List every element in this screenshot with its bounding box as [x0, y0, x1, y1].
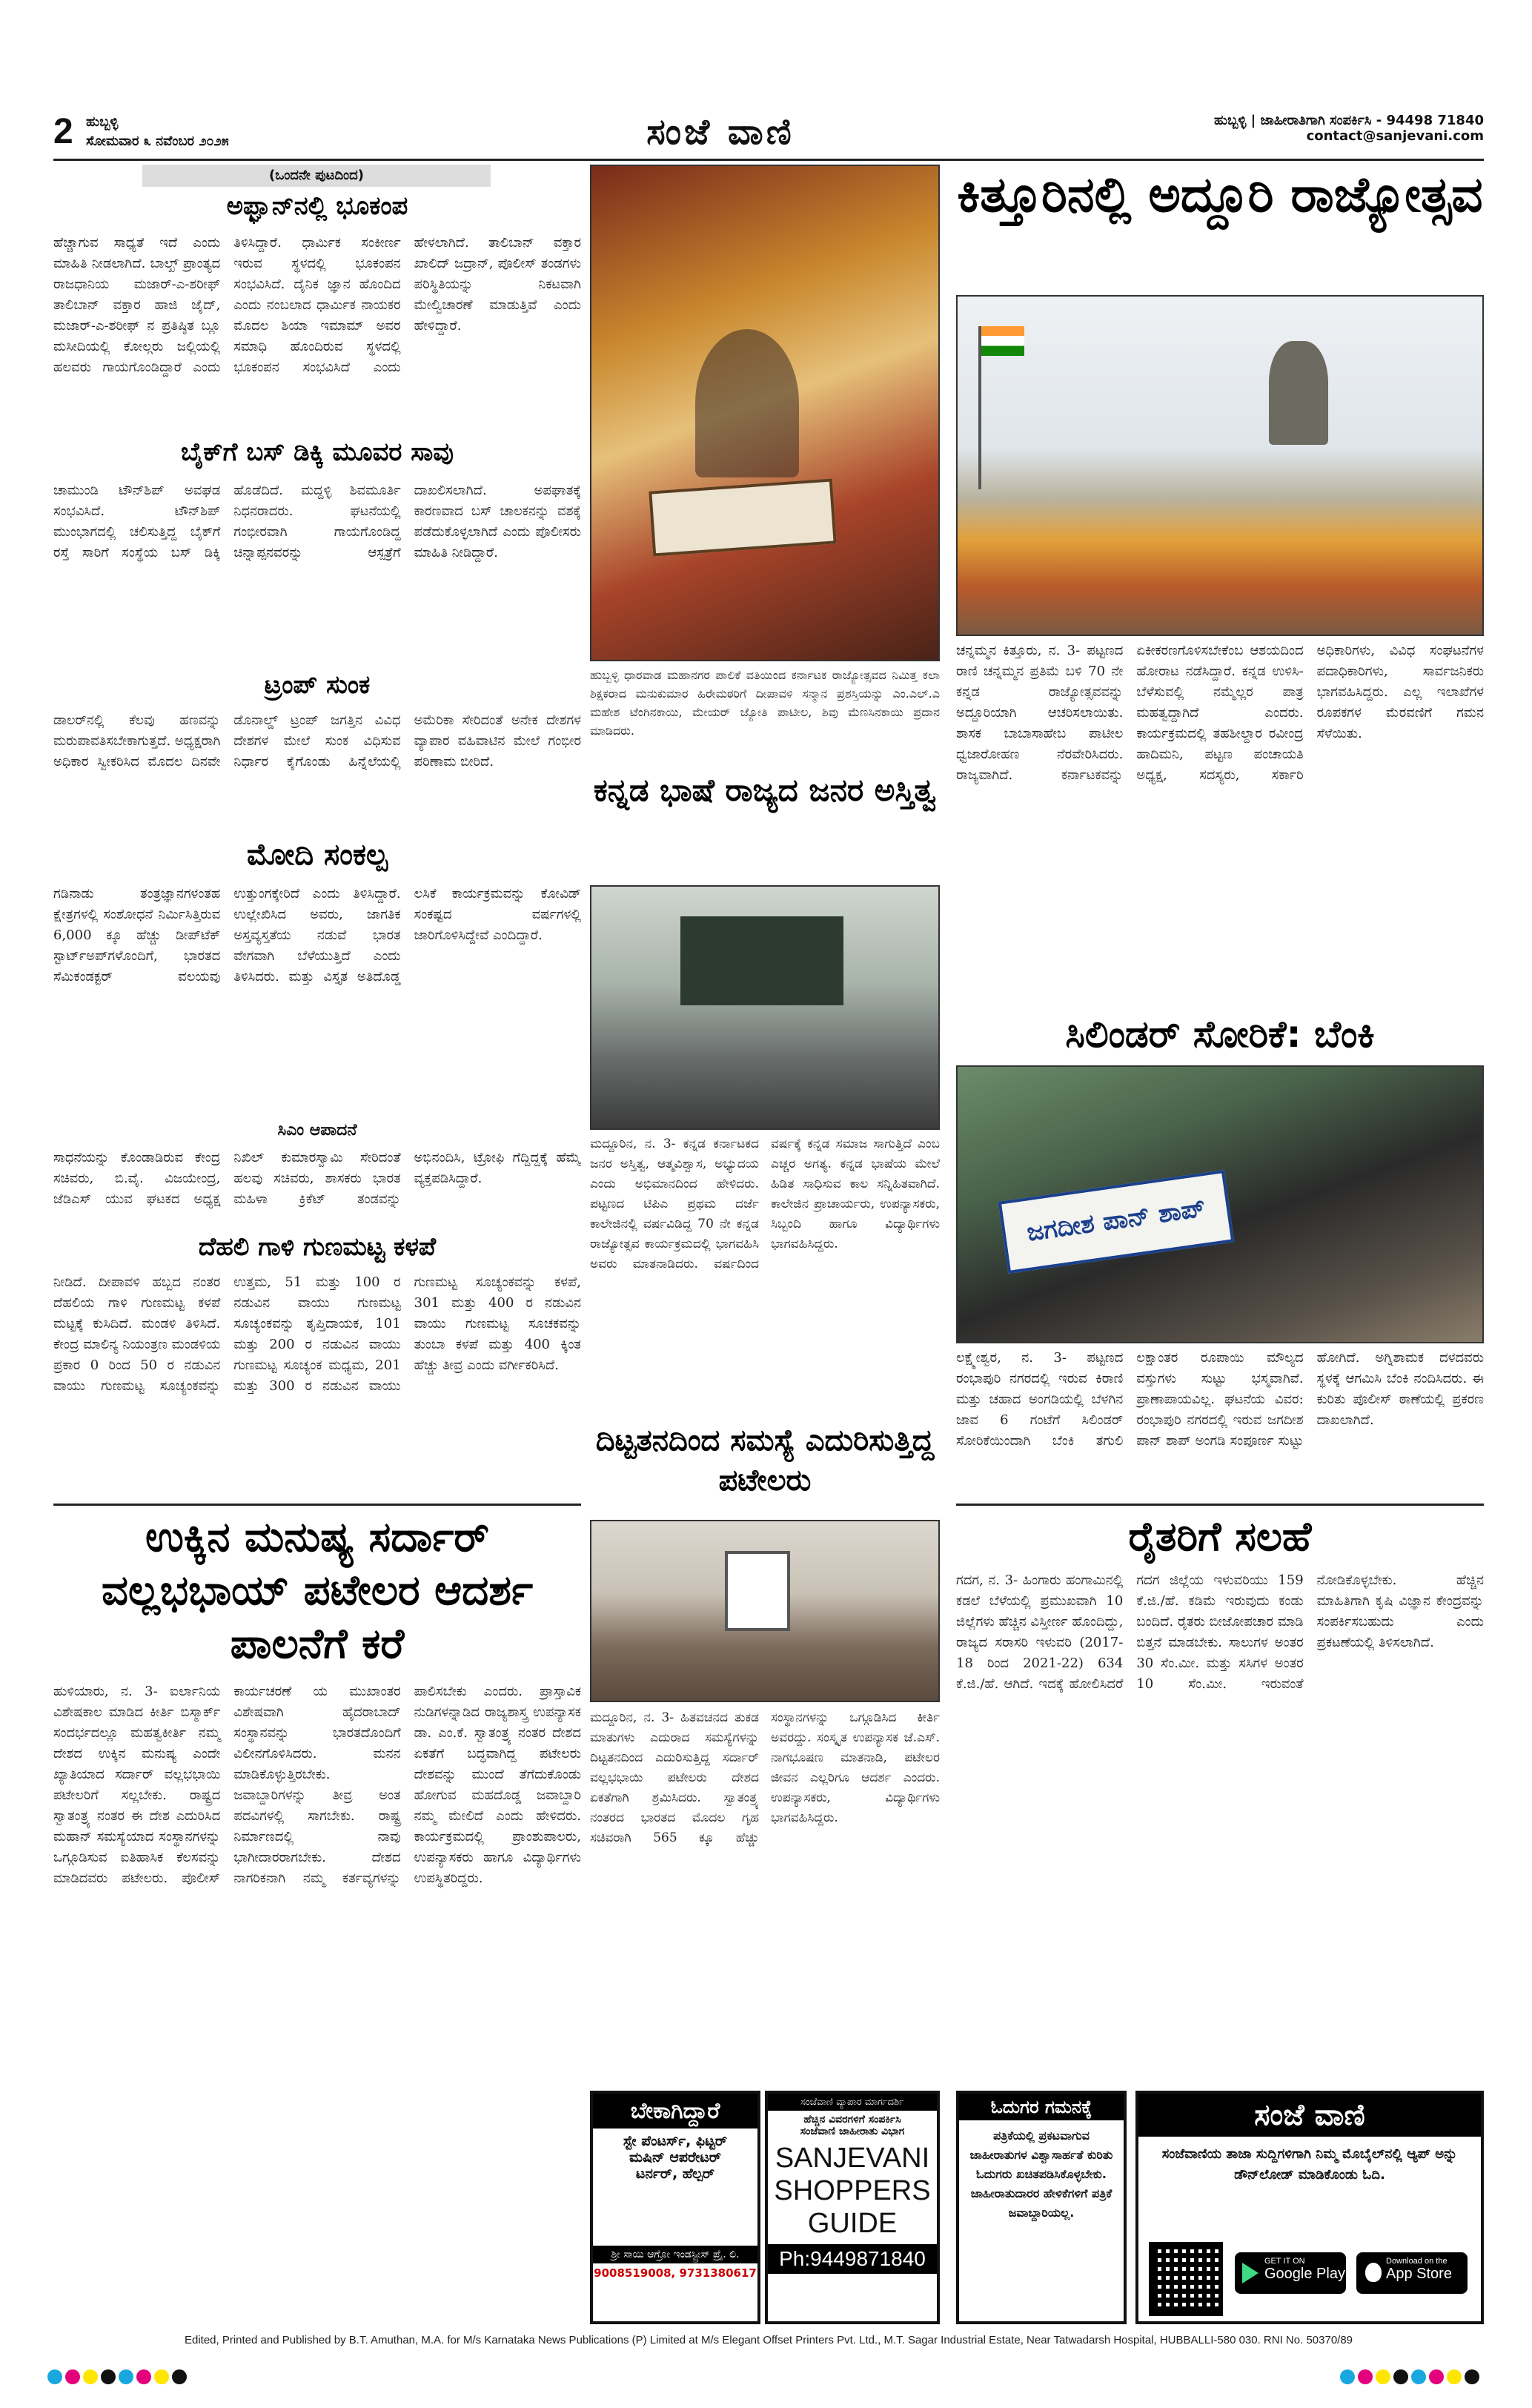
- main-story-rule: [53, 1504, 581, 1506]
- reg-dot: [154, 2369, 169, 2384]
- reg-dot: [1411, 2369, 1426, 2384]
- continued-tag: (ಒಂದನೇ ಪುಟದಿಂದ): [142, 165, 491, 187]
- main-story-title: ಉಕ್ಕಿನ ಮನುಷ್ಯ ಸರ್ದಾರ್ ವಲ್ಲಭಭಾಯ್ ಪಟೇಲರ ಆದರ್ಶ ಪಾಲನೆಗೆ ಕರೆ: [102, 1513, 533, 1668]
- patel-story: [590, 1520, 940, 2083]
- qr-code-left[interactable]: [1149, 2242, 1223, 2316]
- header-date: ಸೋಮವಾರ ೩ ನವೆಂಬರ ೨೦೨೫: [86, 133, 229, 149]
- ad-app-masthead: ಸಂಜೆ ವಾಣಿ: [1138, 2094, 1481, 2137]
- reg-dot: [119, 2369, 133, 2384]
- main-story: [53, 1504, 581, 2252]
- story-title-delhi: ದೆಹಲಿ ಗಾಳಿ ಗುಣಮಟ್ಟ ಕಳಪೆ: [198, 1232, 437, 1262]
- reg-dot: [172, 2369, 187, 2384]
- main-story-body: ಹುಳಿಯಾರು, ನ. 3- ಐರ್ಲಾನಿಯ ವಿಶೇಷಕಾಲ ಮಾಡಿದ ಕೀರ್ತಿ ಬಿಸ್ಮಾರ್ಕ್ ಸಂದರ್ಭದಲ್ಲೂ ಮಹತ್ವಕೀರ್ತಿ ನಮ್ಮ ದೇಶದ ಉಕ್ಕಿನ ಮನುಷ್ಯ ಎಂದೇ ಖ್ಯಾತಿಯಾದ ಸರ್ದಾರ್ ವಲ್ಲಭಭಾಯಿ ಪಟೇಲರಿಗೆ ಸಲ್ಲಬೇಕು. ರಾಷ್ಟ್ರದ ಸ್ವಾತಂತ್ರ್ಯ ನಂತರ ಈ ದೇಶ ಎದುರಿಸಿದ ಮಹಾನ್ ಸಮಸ್ಯೆಯಾದ ಸಂಸ್ಥಾನಗಳನ್ನು ಒಗ್ಗೂಡಿಸುವ ಐತಿಹಾಸಿಕ ಕೆಲಸವನ್ನು ಮಾಡಿದವರು ಪಟೇಲರು. ಪೊಲೀಸ್ ಕಾರ್ಯಚರಣೆ ಯ ಮುಖಾಂತರ ವಿಶೇಷವಾಗಿ ಹೈದರಾಬಾದ್ ಸಂಸ್ಥಾನವನ್ನು ಭಾರತದೊಂದಿಗೆ ವಿಲೀನಗೊಳಿಸಿದರು. ಮನನ ಮಾಡಿಕೊಳ್ಳುತ್ತಿರಬೇಕು. ಜವಾಬ್ದಾರಿಗಳನ್ನು ತೀವ್ರ ಅಂತ ಪದವಿಗಳಲ್ಲಿ ಸಾಗಬೇಕು. ರಾಷ್ಟ್ರ ನಿರ್ಮಾಣದಲ್ಲಿ ನಾವು ಭಾಗೀದಾರರಾಗಬೇಕು. ದೇಶದ ನಾಗರಿಕನಾಗಿ ನಮ್ಮ ಕರ್ತವ್ಯಗಳನ್ನು ಪಾಲಿಸಬೇಕು ಎಂದರು. ಪ್ರಾಸ್ತಾವಿಕ ನುಡಿಗಳನ್ನಾಡಿದ ರಾಜ್ಯಶಾಸ್ತ್ರ ಉಪನ್ಯಾಸಕ ಡಾ. ಎಂ.ಕೆ. ಸ್ವಾತಂತ್ರ್ಯ ನಂತರ ದೇಶದ ಏಕತೆಗೆ ಬದ್ಧವಾಗಿದ್ದ ಪಟೇಲರು ದೇಶವನ್ನು ಮುಂದೆ ತೆಗೆದುಕೊಂಡು ಹೋಗುವ ಮಹದೊಡ್ಡ ಜವಾಬ್ದಾರಿ ನಮ್ಮ ಮೇಲಿದೆ ಎಂದು ಹೇಳಿದರು. ಕಾರ್ಯಕ್ರಮದಲ್ಲಿ ಪ್ರಾಂಶುಪಾಲರು, ಉಪನ್ಯಾಸಕರು ಹಾಗೂ ವಿದ್ಯಾರ್ಥಿಗಳು ಉಪಸ್ಥಿತರಿದ್ದರು.: [53, 1684, 581, 1886]
- farmers-rule: [956, 1504, 1484, 1506]
- flag-icon: [980, 326, 1024, 356]
- story-body-kannada: ಮದ್ದೂರಿನ, ನ. 3- ಕನ್ನಡ ಕರ್ನಾಟಕದ ಜನರ ಅಸ್ತಿತ್ವ, ಆತ್ಮವಿಶ್ವಾಸ, ಅಭ್ಯುದಯ ಎಂದು ಅಭಿಮಾನದಿಂದ ಹೇಳಿದರು. ಪಟ್ಟಣದ ಟಿಪಿಎ ಪ್ರಥಮ ದರ್ಜೆ ಕಾಲೇಜಿನಲ್ಲಿ ವರ್ಷವಿಡಿದ್ದ 70 ನೇ ಕನ್ನಡ ರಾಜ್ಯೋತ್ಸವ ಕಾರ್ಯಕ್ರಮದಲ್ಲಿ ಭಾಗವಹಿಸಿ ಅವರು ಮಾತನಾಡಿದರು. ವರ್ಷದಿಂದ ವರ್ಷಕ್ಕೆ ಕನ್ನಡ ಸಮಾಜ ಸಾಗುತ್ತಿದೆ ಎಂಬ ಎಚ್ಚರ ಅಗತ್ಯ. ಕನ್ನಡ ಭಾಷೆಯ ಮೇಲೆ ಹಿಡಿತ ಸಾಧಿಸುವ ಕಾಲ ಸನ್ನಿಹಿತವಾಗಿದೆ. ಕಾಲೇಜಿನ ಪ್ರಾಚಾರ್ಯರು, ಉಪನ್ಯಾಸಕರು, ಸಿಬ್ಬಂದಿ ಹಾಗೂ ವಿದ್ಯಾರ್ಥಿಗಳು ಭಾಗವಹಿಸಿದ್ದರು.: [590, 1137, 940, 1271]
- page-number: 2: [53, 112, 73, 151]
- app-store-big: App Store: [1386, 2266, 1452, 2282]
- reg-dot: [1376, 2369, 1390, 2384]
- story-body-delhi: ನೀಡಿದೆ. ದೀಪಾವಳಿ ಹಬ್ಬದ ನಂತರ ದೆಹಲಿಯ ಗಾಳಿ ಗುಣಮಟ್ಟ ಕಳಪೆ ಮಟ್ಟಕ್ಕೆ ಕುಸಿದಿದೆ. ಮಂಡಳಿ ತಿಳಿಸಿದೆ. ಕೇಂದ್ರ ಮಾಲಿನ್ಯ ನಿಯಂತ್ರಣ ಮಂಡಳಿಯ ಪ್ರಕಾರ 0 ರಿಂದ 50 ರ ನಡುವಿನ ವಾಯು ಗುಣಮಟ್ಟ ಸೂಚ್ಯಂಕವನ್ನು ಉತ್ತಮ, 51 ಮತ್ತು 100 ರ ನಡುವಿನ ವಾಯು ಗುಣಮಟ್ಟ ಸೂಚ್ಯಂಕವನ್ನು ತೃಪ್ತಿದಾಯಕ, 101 ಮತ್ತು 200 ರ ನಡುವಿನ ವಾಯು ಗುಣಮಟ್ಟ ಸೂಚ್ಯಂಕ ಮಧ್ಯಮ, 201 ಮತ್ತು 300 ರ ನಡುವಿನ ವಾಯು ಗುಣಮಟ್ಟ ಸೂಚ್ಯಂಕವನ್ನು ಕಳಪೆ, 301 ಮತ್ತು 400 ರ ನಡುವಿನ ವಾಯು ಗುಣಮಟ್ಟ ಸೂಚಕವನ್ನು ತುಂಬಾ ಕಳಪೆ ಮತ್ತು 400 ಕ್ಕಿಂತ ಹೆಚ್ಚು ತೀವ್ರ ಎಂದು ವರ್ಗೀಕರಿಸಿದೆ.: [53, 1274, 581, 1394]
- reg-dot: [101, 2369, 116, 2384]
- shop-sign: [998, 1170, 1235, 1274]
- google-play-big: Google Play: [1264, 2266, 1345, 2282]
- header-right: [1214, 113, 1484, 144]
- reg-dot: [1393, 2369, 1408, 2384]
- registration-marks-left: [47, 2369, 190, 2387]
- reg-dot: [1340, 2369, 1355, 2384]
- reg-dot: [47, 2369, 62, 2384]
- award-photo-caption: ಹುಬ್ಬಳ್ಳಿ ಧಾರವಾಡ ಮಹಾನಗರ ಪಾಲಿಕೆ ವತಿಯಿಂದ ಕರ್ನಾಟಕ ರಾಜ್ಯೋತ್ಸವದ ನಿಮಿತ್ತ ಕಲಾ ಶಿಕ್ಷಕರಾದ ಮನುಕುಮಾರ ಹಿರೇಮಠರಿಗೆ ದೀಪಾವಳಿ ಸನ್ಮಾನ ಪ್ರಶಸ್ತಿಯನ್ನು ಎಂ.ಎಲ್.ಎ ಮಹೇಶ ಟೆಂಗಿನಕಾಯಿ, ಮೇಯರ್ ಜ್ಯೋತಿ ಪಾಟೀಲ, ಶಿವು ಮೆಣಸಿನಕಾಯಿ ಪ್ರದಾನ ಮಾಡಿದರು.: [590, 668, 940, 738]
- reg-dot: [1358, 2369, 1373, 2384]
- shop-sign-text: ಜಗದೀಶ ಪಾನ್ ಶಾಪ್: [1024, 1193, 1207, 1248]
- ad-wanted[interactable]: [590, 2091, 760, 2324]
- patel-photo: [590, 1520, 940, 1702]
- story-body-trump: ಡಾಲರ್‌ನಲ್ಲಿ ಕೆಲವು ಹಣವನ್ನು ಮರುಪಾವತಿಸಬೇಕಾಗುತ್ತದೆ. ಅಧ್ಯಕ್ಷರಾಗಿ ಅಧಿಕಾರ ಸ್ವೀಕರಿಸಿದ ಮೊದಲ ದಿನವೇ ಡೊನಾಲ್ಡ್ ಟ್ರಂಪ್ ಜಗತ್ತಿನ ವಿವಿಧ ದೇಶಗಳ ಮೇಲೆ ಸುಂಕ ವಿಧಿಸುವ ನಿರ್ಧಾರ ಕೈಗೊಂಡು ಹಿನ್ನೆಲೆಯಲ್ಲಿ ಅಮೆರಿಕಾ ಸೇರಿದಂತೆ ಅನೇಕ ದೇಶಗಳ ವ್ಯಾಪಾರ ವಹಿವಾಟಿನ ಮೇಲೆ ಗಂಭೀರ ಪರಿಣಾಮ ಬೀರಿದೆ.: [53, 712, 581, 770]
- reg-dot: [1429, 2369, 1444, 2384]
- reg-dot: [1447, 2369, 1462, 2384]
- header-rule: [53, 159, 1484, 161]
- story-body-earthquake: ಹೆಚ್ಚಾಗುವ ಸಾಧ್ಯತೆ ಇದೆ ಎಂದು ಮಾಹಿತಿ ನೀಡಲಾಗಿದೆ. ಬಾಲ್ಖ್ ಪ್ರಾಂತ್ಯದ ರಾಜಧಾನಿಯ ಮಜಾರ್-ಎ-ಶರೀಫ್ ತಾಲಿಬಾನ್ ವಕ್ತಾರ ಹಾಜಿ ಜೈದ್, ಮಜಾರ್-ಎ-ಶರೀಫ್ ನ ಪ್ರತಿಷ್ಠಿತ ಬ್ಲೂ ಮಸೀದಿಯಲ್ಲಿ ಕೋಲ್ಗರು ಜಲ್ಲಿಯಲ್ಲಿ ಹಲವರು ಗಾಯಗೊಂಡಿದ್ದಾರೆ ಎಂದು ತಿಳಿಸಿದ್ದಾರೆ. ಧಾರ್ಮಿಕ ಸಂಕೀರ್ಣ ಇರುವ ಸ್ಥಳದಲ್ಲಿ ಭೂಕಂಪನ ಸಂಭವಿಸಿದೆ. ದೈನಿಕ ಜ್ಞಾನ ಹೊಂದಿದ ಎಂದು ನಂಬಲಾದ ಧಾರ್ಮಿಕ ನಾಯಕರ ಮೊದಲ ಶಿಯಾ ಇಮಾಮ್ ಅವರ ಸಮಾಧಿ ಹೊಂದಿರುವ ಸ್ಥಳದಲ್ಲಿ ಭೂಕಂಪನ ಸಂಭವಿಸಿದೆ ಎಂದು ಹೇಳಲಾಗಿದೆ. ತಾಲಿಬಾನ್ ವಕ್ತಾರ ಖಾಲಿದ್ ಜದ್ರಾನ್, ಪೊಲೀಸ್ ತಂಡಗಳು ಪರಿಸ್ಥಿತಿಯನ್ನು ನಿಕಟವಾಗಿ ಮೇಲ್ವಿಚಾರಣೆ ಮಾಡುತ್ತಿವೆ ಎಂದು ಹೇಳಿದ್ದಾರೆ.: [53, 235, 581, 375]
- award-photo-frame: [649, 478, 837, 556]
- google-play-small: GET IT ON: [1264, 2257, 1305, 2266]
- college-photo: [590, 885, 940, 1130]
- registration-marks-right: [1340, 2369, 1482, 2387]
- header-right-city: ಹುಬ್ಬಳ್ಳಿ: [1213, 113, 1247, 128]
- header-email[interactable]: contact@sanjevani.com: [1306, 128, 1484, 144]
- award-photo-person: [695, 329, 799, 477]
- farmers-title: ರೈತರಿಗೆ ಸಲಹೆ: [1128, 1513, 1312, 1560]
- story-body-modi: ಗಡಿನಾಡು ತಂತ್ರಜ್ಞಾನಗಳಂತಹ ಕ್ಷೇತ್ರಗಳಲ್ಲಿ ಸಂಶೋಧನೆ ನಿರ್ಮಿಸಿತ್ತಿರುವ 6,000 ಕ್ಕೂ ಹೆಚ್ಚು ಡೀಪ್‌ಟೆಕ್ ಸ್ಟಾರ್ಟ್‌ಅಪ್‌ಗಳೊಂದಿಗೆ, ಭಾರತದ ಸೆಮಿಕಂಡಕ್ಟರ್ ವಲಯವು ಉತ್ತುಂಗಕ್ಕೇರಿದೆ ಎಂದು ತಿಳಿಸಿದ್ದಾರೆ. ಉಲ್ಲೇಖಿಸಿದ ಅವರು, ಜಾಗತಿಕ ಅಸ್ತವ್ಯಸ್ತತೆಯ ನಡುವೆ ಭಾರತ ವೇಗವಾಗಿ ಬೆಳೆಯುತ್ತಿದೆ ಎಂದು ತಿಳಿಸಿದರು. ಮತ್ತು ವಿಸ್ತೃತ ಅತಿದೊಡ್ಡ ಲಸಿಕೆ ಕಾರ್ಯಕ್ರಮವನ್ನು ಕೋವಿಡ್ ಸಂಕಷ್ಟದ ವರ್ಷಗಳಲ್ಲಿ ಜಾರಿಗೊಳಿಸಿದ್ದೇವೆ ಎಂದಿದ್ದಾರೆ.: [53, 886, 581, 985]
- ad-wanted-title: ಬೇಕಾಗಿದ್ದಾರೆ: [593, 2094, 757, 2128]
- story-title-kannada: ಕನ್ನಡ ಭಾಷೆ ರಾಜ್ಯದ ಜನರ ಅಸ್ತಿತ್ವ: [593, 772, 937, 808]
- farmers-story: [956, 1504, 1484, 2082]
- apple-icon: [1365, 2263, 1382, 2282]
- reg-dot: [83, 2369, 98, 2384]
- patel-story-body: ಮದ್ದೂರಿನ, ನ. 3- ಹಿತವಚನದ ತುಕಡ ಮಾತುಗಳು ಎದುರಾದ ಸಮಸ್ಯೆಗಳನ್ನು ದಿಟ್ಟತನದಿಂದ ಎದುರಿಸುತ್ತಿದ್ದ ಸರ್ದಾರ್ ವಲ್ಲಭಭಾಯಿ ಪಟೇಲರು ದೇಶದ ಏಕತೆಗಾಗಿ ಶ್ರಮಿಸಿದರು. ಸ್ವಾತಂತ್ರ್ಯ ನಂತರದ ಭಾರತದ ಮೊದಲ ಗೃಹ ಸಚಿವರಾಗಿ 565 ಕ್ಕೂ ಹೆಚ್ಚು ಸಂಸ್ಥಾನಗಳನ್ನು ಒಗ್ಗೂಡಿಸಿದ ಕೀರ್ತಿ ಅವರದ್ದು. ಸಂಸ್ಕೃತ ಉಪನ್ಯಾಸಕ ಜೆ.ಎಸ್. ನಾಗಭೂಷಣ ಮಾತನಾಡಿ, ಪಟೇಲರ ಜೀವನ ಎಲ್ಲರಿಗೂ ಆದರ್ಶ ಎಂದರು. ಉಪನ್ಯಾಸಕರು, ವಿದ್ಯಾರ್ಥಿಗಳು ಭಾಗವಹಿಸಿದ್ದರು.: [590, 1710, 940, 1845]
- ad-app-text: ಸಂಜೆವಾಣಿಯ ತಾಜಾ ಸುದ್ದಿಗಳಿಗಾಗಿ ನಿಮ್ಮ ಮೊಬೈಲ್‌ನಲ್ಲಿ ಆ್ಯಪ್ ಅನ್ನು ಡೌನ್‌ಲೋಡ್ ಮಾಡಿಕೊಂಡು ಓದಿ.: [1161, 2146, 1458, 2183]
- google-play-badge[interactable]: [1235, 2252, 1346, 2294]
- masthead-title: ಸಂಜೆ ವಾಣಿ: [646, 111, 795, 153]
- ad-wanted-line1: ಸ್ಟೇ ಪೆಂಟರ್ಸ್, ಫಿಟ್ಟರ್: [623, 2133, 728, 2149]
- ad-shoppers-title1: SANJEVANI: [775, 2143, 930, 2174]
- story-body-kittur: ಚನ್ನಮ್ಮನ ಕಿತ್ತೂರು, ನ. 3- ಪಟ್ಟಣದ ರಾಣಿ ಚನ್ನಮ್ಮನ ಪ್ರತಿಮೆ ಬಳಿ 70 ನೇ ಕನ್ನಡ ರಾಜ್ಯೋತ್ಸವವನ್ನು ಅದ್ದೂರಿಯಾಗಿ ಆಚರಿಸಲಾಯಿತು. ಶಾಸಕ ಬಾಬಾಸಾಹೇಬ ಪಾಟೀಲ ಧ್ವಜಾರೋಹಣ ನೆರವೇರಿಸಿದರು. ರಾಜ್ಯವಾಗಿದೆ. ಕರ್ನಾಟಕವನ್ನು ಏಕೀಕರಣಗೊಳಿಸಬೇಕೆಂಬ ಆಶಯದಿಂದ ಹೋರಾಟ ನಡೆಸಿದ್ದಾರೆ. ಕನ್ನಡ ಉಳಿಸಿ-ಬೆಳೆಸುವಲ್ಲಿ ನಮ್ಮೆಲ್ಲರ ಪಾತ್ರ ಮಹತ್ವದ್ದಾಗಿದೆ ಎಂದರು. ಕಾರ್ಯಕ್ರಮದಲ್ಲಿ ತಹಶೀಲ್ದಾರ ರವೀಂದ್ರ ಹಾದಿಮನಿ, ಪಟ್ಟಣ ಪಂಚಾಯತಿ ಅಧ್ಯಕ್ಷ, ಸದಸ್ಯರು, ಸರ್ಕಾರಿ ಅಧಿಕಾರಿಗಳು, ವಿವಿಧ ಸಂಘಟನೆಗಳ ಪದಾಧಿಕಾರಿಗಳು, ಸಾರ್ವಜನಿಕರು ಭಾಗವಹಿಸಿದ್ದರು. ಎಲ್ಲ ಇಲಾಖೆಗಳ ರೂಪಕಗಳ ಮೆರವಣಿಗೆ ಗಮನ ಸೆಳೆಯಿತು.: [956, 643, 1484, 783]
- fire-photo: [956, 1065, 1484, 1343]
- story-body-bike: ಚಾಮುಂಡಿ ಟೌನ್‌ಶಿಪ್ ಅವಘಡ ಸಂಭವಿಸಿದೆ. ಟೌನ್‌ಶಿಪ್ ಮುಂಭಾಗದಲ್ಲಿ ಚಲಿಸುತ್ತಿದ್ದ ಬೈಕ್‌ಗೆ ರಸ್ತೆ ಸಾರಿಗೆ ಸಂಸ್ಥೆಯ ಬಸ್ ಡಿಕ್ಕಿ ಹೊಡೆದಿದೆ. ಮದ್ದಳ್ಳಿ ಶಿವಮೂರ್ತಿ ನಿಧನರಾದರು. ಘಟನೆಯಲ್ಲಿ ಗಂಭೀರವಾಗಿ ಗಾಯಗೊಂಡಿದ್ದ ಚಿನ್ನಾಪ್ಪನವರನ್ನು ಆಸ್ಪತ್ರೆಗೆ ದಾಖಲಿಸಲಾಗಿದೆ. ಅಪಘಾತಕ್ಕೆ ಕಾರಣವಾದ ಬಸ್ ಚಾಲಕನನ್ನು ವಶಕ್ಕೆ ಪಡೆದುಕೊಳ್ಳಲಾಗಿದೆ ಎಂದು ಪೊಲೀಸರು ಮಾಹಿತಿ ನೀಡಿದ್ದಾರೆ.: [53, 483, 581, 560]
- reg-dot: [1465, 2369, 1479, 2384]
- ad-shoppers-sub1: ಹೆಚ್ಚಿನ ವಿವರಗಳಿಗೆ ಸಂಪರ್ಕಿಸಿ: [803, 2114, 901, 2126]
- ad-shoppers-title2: SHOPPERS: [774, 2175, 931, 2206]
- app-store-badge[interactable]: [1356, 2252, 1468, 2294]
- ad-app-download[interactable]: [1135, 2091, 1484, 2324]
- story-title-modi: ಮೋದಿ ಸಂಕಲ್ಪ: [246, 838, 388, 872]
- ad-readers-title: ಓದುಗರ ಗಮನಕ್ಕೆ: [959, 2094, 1124, 2120]
- statue: [1269, 341, 1328, 445]
- story-title-trump: ಟ್ರಂಪ್ ಸುಂಕ: [264, 670, 371, 700]
- ad-wanted-company: ಶ್ರೀ ಸಾಯಿ ಆಗ್ರೋ ಇಂಡಸ್ಟ್ರೀಸ್ ಪ್ರೈ. ಲಿ.: [593, 2246, 757, 2263]
- story-body-cm: ಸಾಧನೆಯನ್ನು ಕೊಂಡಾಡಿರುವ ಕೇಂದ್ರ ಸಚಿವರು, ಬಿ.ವೈ. ವಿಜಯೇಂದ್ರ, ಜೆಡಿಎಸ್ ಯುವ ಘಟಕದ ಅಧ್ಯಕ್ಷ ನಿಖಿಲ್ ಕುಮಾರಸ್ವಾಮಿ ಸೇರಿದಂತೆ ಹಲವು ಸಚಿವರು, ಶಾಸಕರು ಭಾರತ ಮಹಿಳಾ ಕ್ರಿಕೆಟ್ ತಂಡವನ್ನು ಅಭಿನಂದಿಸಿ, ಟ್ರೋಫಿ ಗೆದ್ದಿದ್ದಕ್ಕೆ ಹೆಮ್ಮೆ ವ್ಯಕ್ತಪಡಿಸಿದ್ದಾರೆ.: [53, 1150, 581, 1207]
- ad-readers-body: ಪತ್ರಿಕೆಯಲ್ಲಿ ಪ್ರಕಟವಾಗುವ ಜಾಹೀರಾತುಗಳ ವಿಶ್ವಾಸಾರ್ಹತೆ ಕುರಿತು ಓದುಗರು ಖಚಿತಪಡಿಸಿಕೊಳ್ಳಬೇಕು. ಜಾಹೀರಾತುದಾರರ ಹೇಳಿಕೆಗಳಿಗೆ ಪತ್ರಿಕೆ ಜವಾಬ್ದಾರಿಯಲ್ಲ.: [969, 2128, 1113, 2220]
- award-photo: [590, 165, 940, 661]
- blackboard: [680, 916, 843, 1005]
- flag-pole: [978, 326, 981, 489]
- farmers-body: ಗದಗ, ನ. 3- ಹಿಂಗಾರು ಹಂಗಾಮಿನಲ್ಲಿ ಕಡಲೆ ಬೆಳೆಯಲ್ಲಿ ಪ್ರಮುಖವಾಗಿ 10 ಜಿಲ್ಲೆಗಳು ಹೆಚ್ಚಿನ ವಿಸ್ತೀರ್ಣ ಹೊಂದಿದ್ದು, ರಾಜ್ಯದ ಸರಾಸರಿ ಇಳುವರಿ (2017-18 ರಿಂದ 2021-22) 634 ಕೆ.ಜಿ./ಹೆ. ಆಗಿದೆ. ಇದಕ್ಕೆ ಹೋಲಿಸಿದರೆ ಗದಗ ಜಿಲ್ಲೆಯ ಇಳುವರಿಯು 159 ಕೆ.ಜಿ./ಹೆ. ಕಡಿಮೆ ಇರುವುದು ಕಂಡು ಬಂದಿದೆ. ರೈತರು ಬೀಜೋಪಚಾರ ಮಾಡಿ ಬಿತ್ತನೆ ಮಾಡಬೇಕು. ಸಾಲುಗಳ ಅಂತರ 30 ಸೆಂ.ಮೀ. ಮತ್ತು ಸಸಿಗಳ ಅಂತರ 10 ಸೆಂ.ಮೀ. ಇರುವಂತೆ ನೋಡಿಕೊಳ್ಳಬೇಕು. ಹೆಚ್ಚಿನ ಮಾಹಿತಿಗಾಗಿ ಕೃಷಿ ವಿಜ್ಞಾನ ಕೇಂದ್ರವನ್ನು ಸಂಪರ್ಕಿಸಬಹುದು ಎಂದು ಪ್ರಕಟಣೆಯಲ್ಲಿ ತಿಳಿಸಲಾಗಿದೆ.: [956, 1572, 1484, 1692]
- right-column: [956, 165, 1484, 1499]
- ad-wanted-phones: 9008519008, 9731380617: [594, 2266, 757, 2280]
- separator: |: [1250, 113, 1261, 128]
- story-title-patel: ದಿಟ್ಟತನದಿಂದ ಸಮಸ್ಯೆ ಎದುರಿಸುತ್ತಿದ್ದ ಪಟೇಲರು: [595, 1423, 935, 1498]
- story-title-bike: ಬೈಕ್‌ಗೆ ಬಸ್ ಡಿಕ್ಕಿ ಮೂವರ ಸಾವು: [181, 437, 454, 467]
- header-city: ಹುಬ್ಬಳ್ಳಿ: [86, 114, 119, 130]
- app-store-small: Download on the: [1386, 2257, 1448, 2266]
- separator: -: [1376, 113, 1387, 128]
- reg-dot: [65, 2369, 80, 2384]
- portrait-frame: [725, 1551, 790, 1631]
- ad-shoppers-title3: GUIDE: [807, 2208, 898, 2239]
- kittur-photo: [956, 295, 1484, 636]
- story-title-earthquake: ಅಫ್ಘಾನ್‌ನಲ್ಲಿ ಭೂಕಂಪ: [226, 191, 408, 221]
- ad-shoppers-header: ಸಂಜೆವಾಣಿ ವ್ಯಾಪಾರ ಮಾರ್ಗದರ್ಶಿ: [768, 2094, 937, 2111]
- reg-dot: [136, 2369, 151, 2384]
- left-column: [53, 165, 581, 1499]
- story-title-kittur: ಕಿತ್ತೂರಿನಲ್ಲಿ ಅದ್ದೂರಿ ರಾಜ್ಯೋತ್ಸವ: [957, 166, 1483, 223]
- ad-wanted-line3: ಟರ್ನರ್, ಹೆಲ್ಪರ್: [635, 2166, 715, 2182]
- ad-wanted-line2: ಮಷಿನ್ ಆಪರೇಟರ್: [629, 2149, 721, 2166]
- ad-shoppers-sub2: ಸಂಜೆವಾಣಿ ಜಾಹೀರಾತು ವಿಭಾಗ: [800, 2126, 905, 2137]
- ad-shoppers-phone: Ph:9449871840: [768, 2244, 937, 2274]
- story-title-cylinder: ಸಿಲಿಂಡರ್ ಸೋರಿಕೆ: ಬೆಂಕಿ: [1065, 1013, 1375, 1056]
- ad-contact-label: ಜಾಹೀರಾತಿಗಾಗಿ ಸಂಪರ್ಕಿಸಿ: [1260, 113, 1372, 128]
- page-header: [53, 111, 1484, 159]
- center-column: [590, 165, 940, 1499]
- ad-readers-notice: [956, 2091, 1127, 2324]
- header-phone: 94498 71840: [1386, 113, 1484, 128]
- footer: [53, 2334, 1484, 2364]
- play-icon: [1242, 2263, 1259, 2283]
- ad-shoppers-guide[interactable]: [765, 2091, 940, 2324]
- footer-imprint: Edited, Printed and Published by B.T. Amuthan, M.A. for M/s Karnataka News Publications (P) Limited at M/s Elegant Offset Printers Pvt. Ltd., M.T. Sagar Industrial Estate, Near Tatwadarsh Hospital, HUBBALLI-580 030. RNI No. 50370/89: [184, 2334, 1353, 2346]
- masthead: [513, 111, 928, 157]
- story-title-cm: ಸಿಎಂ ಆಪಾದನೆ: [277, 1121, 357, 1140]
- story-body-cylinder: ಲಕ್ಷ್ಮೇಶ್ವರ, ನ. 3- ಪಟ್ಟಣದ ರಂಭಾಪುರಿ ನಗರದಲ್ಲಿ ಇರುವ ಕಿರಾಣಿ ಮತ್ತು ಚಹಾದ ಅಂಗಡಿಯಲ್ಲಿ ಬೆಳಗಿನ ಜಾವ 6 ಗಂಟೆಗೆ ಸಿಲಿಂಡರ್ ಸೋರಿಕೆಯಿಂದಾಗಿ ಬೆಂಕಿ ತಗುಲಿ ಲಕ್ಷಾಂತರ ರೂಪಾಯಿ ಮೌಲ್ಯದ ವಸ್ತುಗಳು ಸುಟ್ಟು ಭಸ್ಮವಾಗಿವೆ. ಪ್ರಾಣಾಪಾಯವಿಲ್ಲ. ಘಟನೆಯ ವಿವರ: ರಂಭಾಪುರಿ ನಗರದಲ್ಲಿ ಇರುವ ಜಗದೀಶ ಪಾನ್ ಶಾಪ್ ಅಂಗಡಿ ಸಂಪೂರ್ಣ ಸುಟ್ಟು ಹೋಗಿದೆ. ಅಗ್ನಿಶಾಮಕ ದಳದವರು ಸ್ಥಳಕ್ಕೆ ಆಗಮಿಸಿ ಬೆಂಕಿ ನಂದಿಸಿದರು. ಈ ಕುರಿತು ಪೊಲೀಸ್ ಠಾಣೆಯಲ್ಲಿ ಪ್ರಕರಣ ದಾಖಲಾಗಿದೆ.: [956, 1350, 1484, 1449]
